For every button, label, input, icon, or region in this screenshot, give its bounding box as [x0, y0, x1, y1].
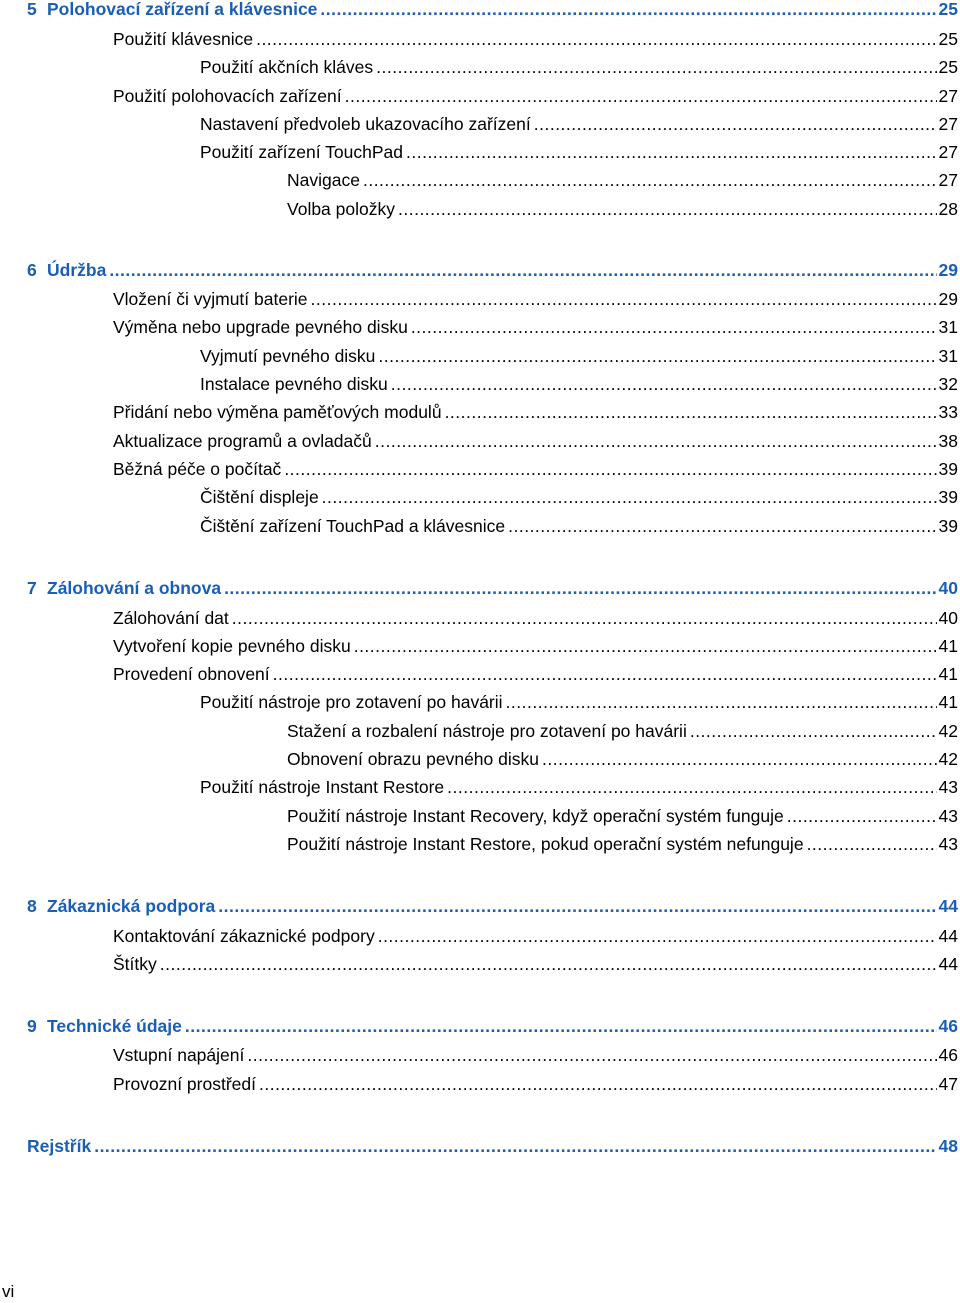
toc-entry-title: Rejstřík	[27, 1136, 92, 1156]
toc-page-number: 39	[938, 516, 958, 536]
toc-entry[interactable]	[287, 832, 958, 856]
toc-dot-leader	[284, 457, 936, 481]
toc-chapter-entry[interactable]	[27, 258, 958, 282]
toc-page-number: 33	[938, 402, 958, 422]
toc-entry-title: Použití nástroje Instant Restore, pokud operační systém nefunguje	[287, 834, 804, 854]
toc-entry-title: Použití polohovacích zařízení	[113, 86, 342, 106]
toc-dot-leader	[232, 606, 937, 630]
toc-entry-title: Použití nástroje pro zotavení po havárii	[200, 692, 503, 712]
toc-entry-title: Stažení a rozbalení nástroje pro zotavení po havárii	[287, 721, 687, 741]
toc-entry[interactable]	[113, 27, 958, 51]
toc-page-number: 29	[938, 260, 958, 280]
toc-page-number: 27	[938, 86, 958, 106]
toc-entry-title: Použití nástroje Instant Recovery, když operační systém funguje	[287, 806, 784, 826]
toc-page-number: 43	[938, 777, 958, 797]
toc-dot-leader	[363, 168, 937, 192]
toc-entry-title: Přidání nebo výměna paměťových modulů	[113, 402, 442, 422]
toc-entry[interactable]	[200, 140, 958, 164]
toc-dot-leader	[447, 775, 936, 799]
toc-page-number: 44	[938, 926, 958, 946]
toc-dot-leader	[224, 576, 936, 600]
toc-entry-title: Čištění zařízení TouchPad a klávesnice	[200, 516, 506, 536]
toc-entry[interactable]	[113, 662, 958, 686]
toc-dot-leader	[311, 287, 937, 311]
toc-entry-title: Vložení či vyjmutí baterie	[113, 289, 308, 309]
toc-page-number: 31	[938, 346, 958, 366]
toc-page-number: 40	[938, 578, 958, 598]
toc-entry-title: Aktualizace programů a ovladačů	[113, 431, 372, 451]
toc-entry[interactable]	[113, 84, 958, 108]
toc-entry[interactable]	[113, 429, 958, 453]
toc-entry[interactable]	[113, 457, 958, 481]
toc-page-number: 31	[938, 317, 958, 337]
toc-page-number: 41	[938, 692, 958, 712]
toc-entry-title: Navigace	[287, 170, 360, 190]
toc-entry[interactable]	[200, 344, 958, 368]
toc-entry-title: Použití akčních kláves	[200, 57, 374, 77]
toc-dot-leader	[542, 747, 937, 771]
toc-entry[interactable]	[287, 719, 958, 743]
toc-entry[interactable]	[287, 168, 958, 192]
toc-dot-leader	[218, 894, 936, 918]
toc-entry[interactable]	[287, 197, 958, 221]
toc-entry-title: Polohovací zařízení a klávesnice	[47, 0, 318, 19]
toc-page-number: 25	[938, 57, 958, 77]
toc-page-number: 38	[938, 431, 958, 451]
toc-entry-title: Nastavení předvoleb ukazovacího zařízení	[200, 114, 531, 134]
toc-page-number: 27	[938, 142, 958, 162]
toc-dot-leader	[320, 0, 936, 21]
toc-dot-leader	[411, 315, 937, 339]
toc-entry[interactable]	[200, 485, 958, 509]
toc-dot-leader	[807, 832, 937, 856]
toc-dot-leader	[506, 690, 937, 714]
toc-page-number: 46	[938, 1045, 958, 1065]
toc-entry[interactable]	[113, 287, 958, 311]
toc-entry[interactable]	[113, 315, 958, 339]
toc-dot-leader	[160, 952, 937, 976]
toc-entry[interactable]	[113, 924, 958, 948]
toc-entry[interactable]	[287, 804, 958, 828]
toc-dot-leader	[508, 514, 936, 538]
toc-dot-leader	[787, 804, 937, 828]
toc-entry-title: Zálohování a obnova	[47, 578, 222, 598]
toc-entry[interactable]	[113, 400, 958, 424]
toc-entry-title: Zálohování dat	[113, 608, 229, 628]
toc-page-number: 41	[938, 664, 958, 684]
toc-entry[interactable]	[200, 372, 958, 396]
toc-chapter-entry[interactable]	[27, 576, 958, 600]
toc-chapter-number: 7	[27, 578, 37, 598]
toc-dot-leader	[398, 197, 937, 221]
toc-entry-title: Běžná péče o počítač	[113, 459, 282, 479]
toc-entry[interactable]	[200, 55, 958, 79]
toc-entry[interactable]	[113, 1072, 958, 1096]
toc-dot-leader	[445, 400, 937, 424]
toc-dot-leader	[690, 719, 937, 743]
toc-chapter-number: 8	[27, 896, 37, 916]
toc-entry-title: Štítky	[113, 954, 157, 974]
toc-dot-leader	[94, 1134, 936, 1158]
toc-dot-leader	[354, 634, 937, 658]
toc-entry-title: Volba položky	[287, 199, 395, 219]
toc-page-number: 32	[938, 374, 958, 394]
toc-dot-leader	[259, 1072, 937, 1096]
toc-entry-title: Provedení obnovení	[113, 664, 270, 684]
toc-dot-leader	[375, 429, 937, 453]
toc-entry-title: Vytvoření kopie pevného disku	[113, 636, 351, 656]
toc-page-number: 27	[938, 170, 958, 190]
toc-page-number: 28	[938, 199, 958, 219]
toc-chapter-entry[interactable]	[27, 1014, 958, 1038]
toc-dot-leader	[378, 924, 937, 948]
toc-page-number: 48	[938, 1136, 958, 1156]
toc-page-number: 43	[938, 834, 958, 854]
toc-page-number: 42	[938, 749, 958, 769]
toc-dot-leader	[256, 27, 936, 51]
toc-page-number: 40	[938, 608, 958, 628]
toc-entry[interactable]	[200, 690, 958, 714]
toc-chapter-entry[interactable]	[27, 0, 958, 21]
toc-entry[interactable]	[113, 952, 958, 976]
toc-entry-title: Technické údaje	[47, 1016, 182, 1036]
page-number: vi	[2, 1282, 15, 1301]
toc-entry[interactable]	[200, 112, 958, 136]
toc-dot-leader	[345, 84, 937, 108]
toc-dot-leader	[391, 372, 937, 396]
toc-page-number: 46	[938, 1016, 958, 1036]
toc-entry-title: Vyjmutí pevného disku	[200, 346, 376, 366]
toc-entry[interactable]	[113, 606, 958, 630]
toc-dot-leader	[406, 140, 937, 164]
toc-entry-title: Kontaktování zákaznické podpory	[113, 926, 375, 946]
toc-chapter-number: 5	[27, 0, 37, 19]
toc-page-number: 44	[938, 954, 958, 974]
toc-dot-leader	[109, 258, 936, 282]
toc-dot-leader	[273, 662, 937, 686]
toc-page-number: 41	[938, 636, 958, 656]
toc-page-number: 29	[938, 289, 958, 309]
toc-entry[interactable]	[113, 1043, 958, 1067]
toc-dot-leader	[378, 344, 936, 368]
toc-dot-leader	[185, 1014, 937, 1038]
toc-entry[interactable]	[200, 775, 958, 799]
toc-entry-title: Instalace pevného disku	[200, 374, 388, 394]
toc-entry[interactable]	[113, 634, 958, 658]
toc-page-number: 27	[938, 114, 958, 134]
toc-dot-leader	[534, 112, 937, 136]
toc-entry[interactable]	[287, 747, 958, 771]
toc-chapter-number: 6	[27, 260, 37, 280]
toc-dot-leader	[247, 1043, 936, 1067]
toc-chapter-entry[interactable]	[27, 1134, 958, 1158]
toc-entry-title: Čištění displeje	[200, 487, 319, 507]
toc-page-number: 25	[938, 0, 958, 19]
toc-entry-title: Výměna nebo upgrade pevného disku	[113, 317, 408, 337]
toc-dot-leader	[376, 55, 936, 79]
toc-entry-title: Vstupní napájení	[113, 1045, 245, 1065]
toc-page-number: 25	[938, 29, 958, 49]
toc-entry-title: Použití zařízení TouchPad	[200, 142, 403, 162]
toc-entry-title: Použití nástroje Instant Restore	[200, 777, 445, 797]
toc-entry-title: Použití klávesnice	[113, 29, 254, 49]
toc-chapter-number: 9	[27, 1016, 37, 1036]
toc-entry-title: Údržba	[47, 260, 107, 280]
toc-page-number: 42	[938, 721, 958, 741]
toc-chapter-entry[interactable]	[27, 894, 958, 918]
toc-page-number: 47	[938, 1074, 958, 1094]
toc-entry-title: Obnovení obrazu pevného disku	[287, 749, 539, 769]
toc-entry-title: Provozní prostředí	[113, 1074, 256, 1094]
toc-page-number: 39	[938, 487, 958, 507]
toc-dot-leader	[322, 485, 937, 509]
toc-page-number: 39	[938, 459, 958, 479]
toc-entry[interactable]	[200, 514, 958, 538]
toc-page-number: 44	[938, 896, 958, 916]
toc-entry-title: Zákaznická podpora	[47, 896, 216, 916]
toc-page-number: 43	[938, 806, 958, 826]
